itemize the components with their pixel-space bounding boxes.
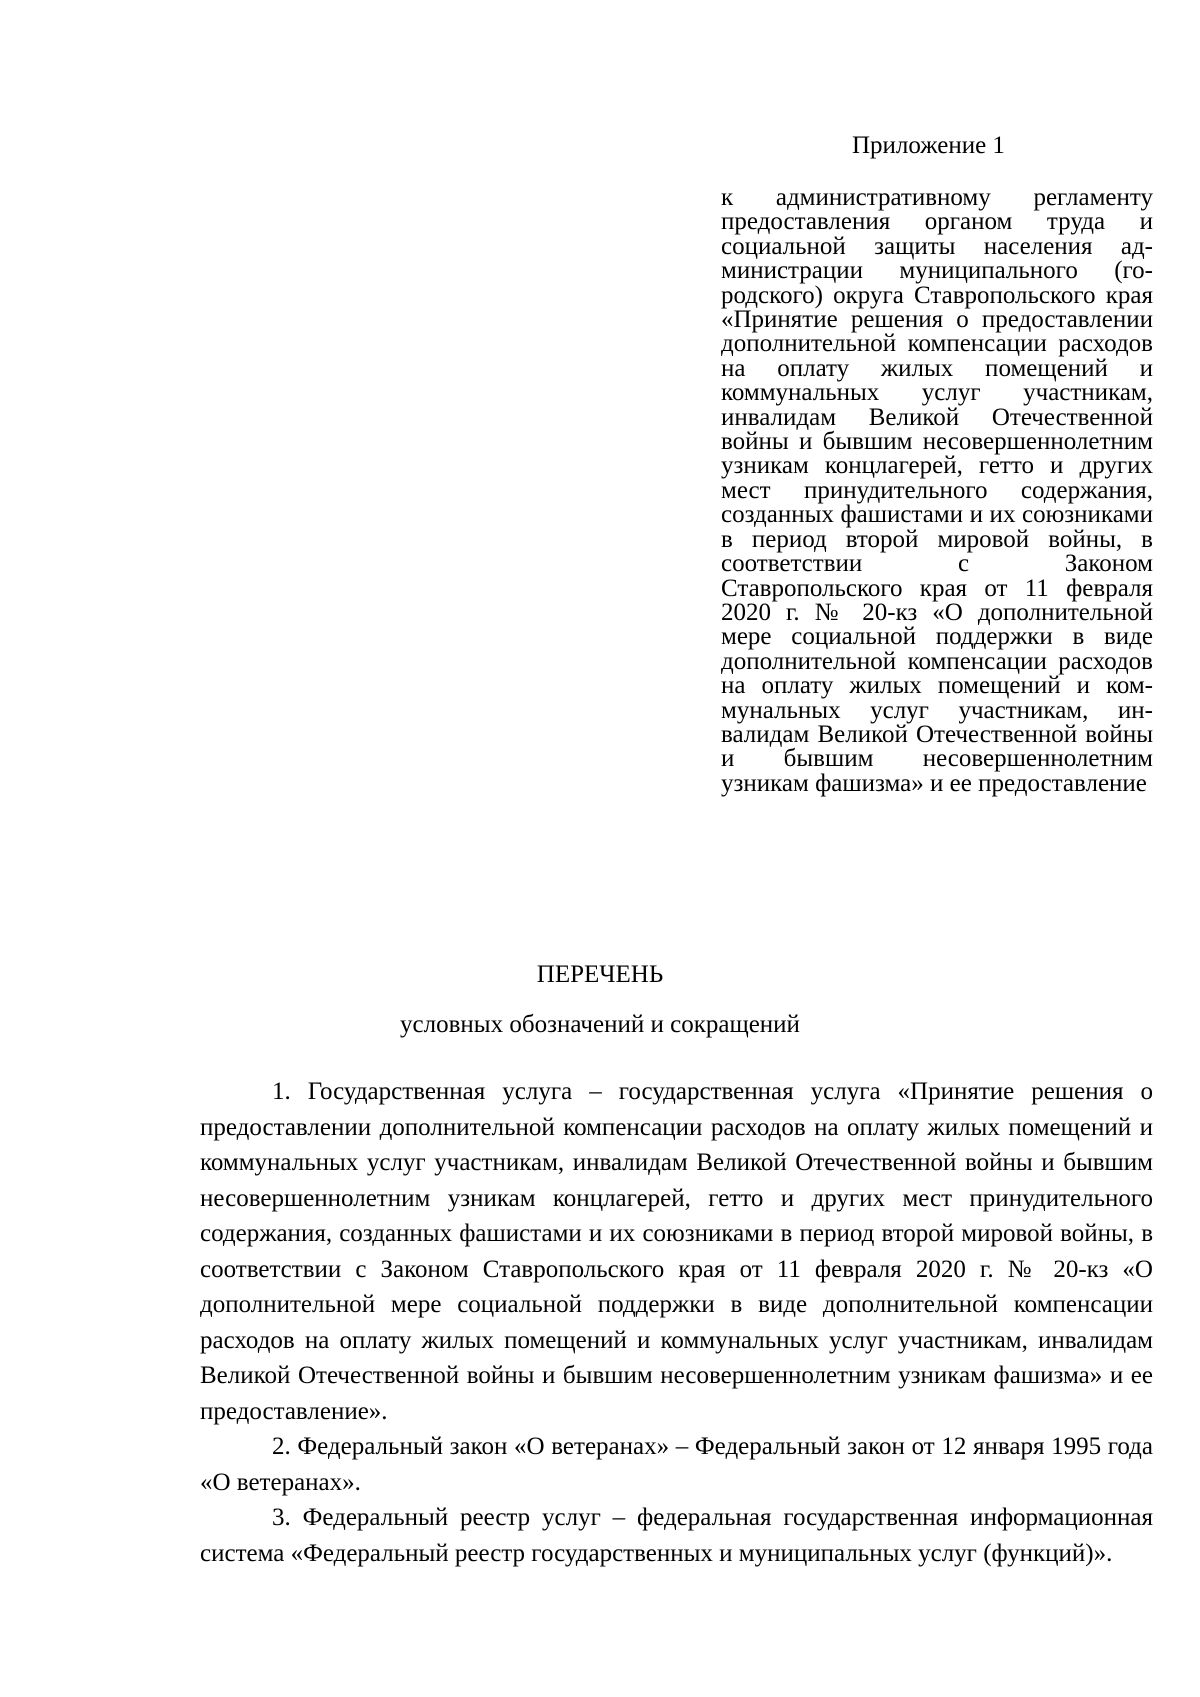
- list-item: 1. Государственная услуга – государственная услуга «Принятие решения о предоставлении дополнительной компенсации расходов на оплату жилых помещений и коммунальных услуг участникам, инвалидам Великой Отечественной войны и бывшим несовершеннолетним узникам концлагерей, гетто и других мест принудительного содержания, созданных фашистами и их союзниками в период второй мировой войны, в соответствии с Законом Ставропольского края от 11 февраля 2020 г. № 20-кз «О дополнительной мере социальной поддержки в виде дополнительной компенсации расходов на оплату жилых помещений и коммунальных услуг участникам, инвалидам Великой Отечественной войны и бывшим несовершеннолетним узникам фашизма» и ее предоставление».: [200, 1078, 1153, 1425]
- list-subheading: условных обозначений и сокращений: [400, 1011, 800, 1038]
- appendix-description: к административному регламенту предоставления органом труда и социальной защиты населения администрации муниципального (городского) округа Ставропольского края «Принятие решения о предоставлении дополнительной компенсации расходов на оплату жилых помещений и коммунальных услуг участникам, инвалидам Великой Отечественной войны и бывшим несовершеннолетним узникам концлагерей, гетто и других мест принудительного содержания, созданных фашистами и их союзниками в период второй мировой войны, в соответствии с Законом Ставропольского края от 11 февраля 2020 г. № 20-кз «О дополнительной мере социальной поддержки в виде дополнительной компенсации расходов на оплату жилых помещений и коммунальных услуг участникам, инвалидам Великой Отечественной войны и бывшим несовершеннолетним узникам фашизма» и ее предоставление: [721, 184, 1153, 797]
- list-heading: ПЕРЕЧЕНЬ: [536, 961, 664, 988]
- appendix-title: Приложение 1: [852, 132, 1005, 159]
- list-item: 3. Федеральный реестр услуг – федеральная государственная информационная система «Федеральный реестр государственных и муниципальных услуг (функций)».: [200, 1504, 1153, 1567]
- list-item: 2. Федеральный закон «О ветеранах» – Федеральный закон от 12 января 1995 года «О ветеранах».: [200, 1433, 1153, 1496]
- definitions-list: [200, 1074, 1153, 1571]
